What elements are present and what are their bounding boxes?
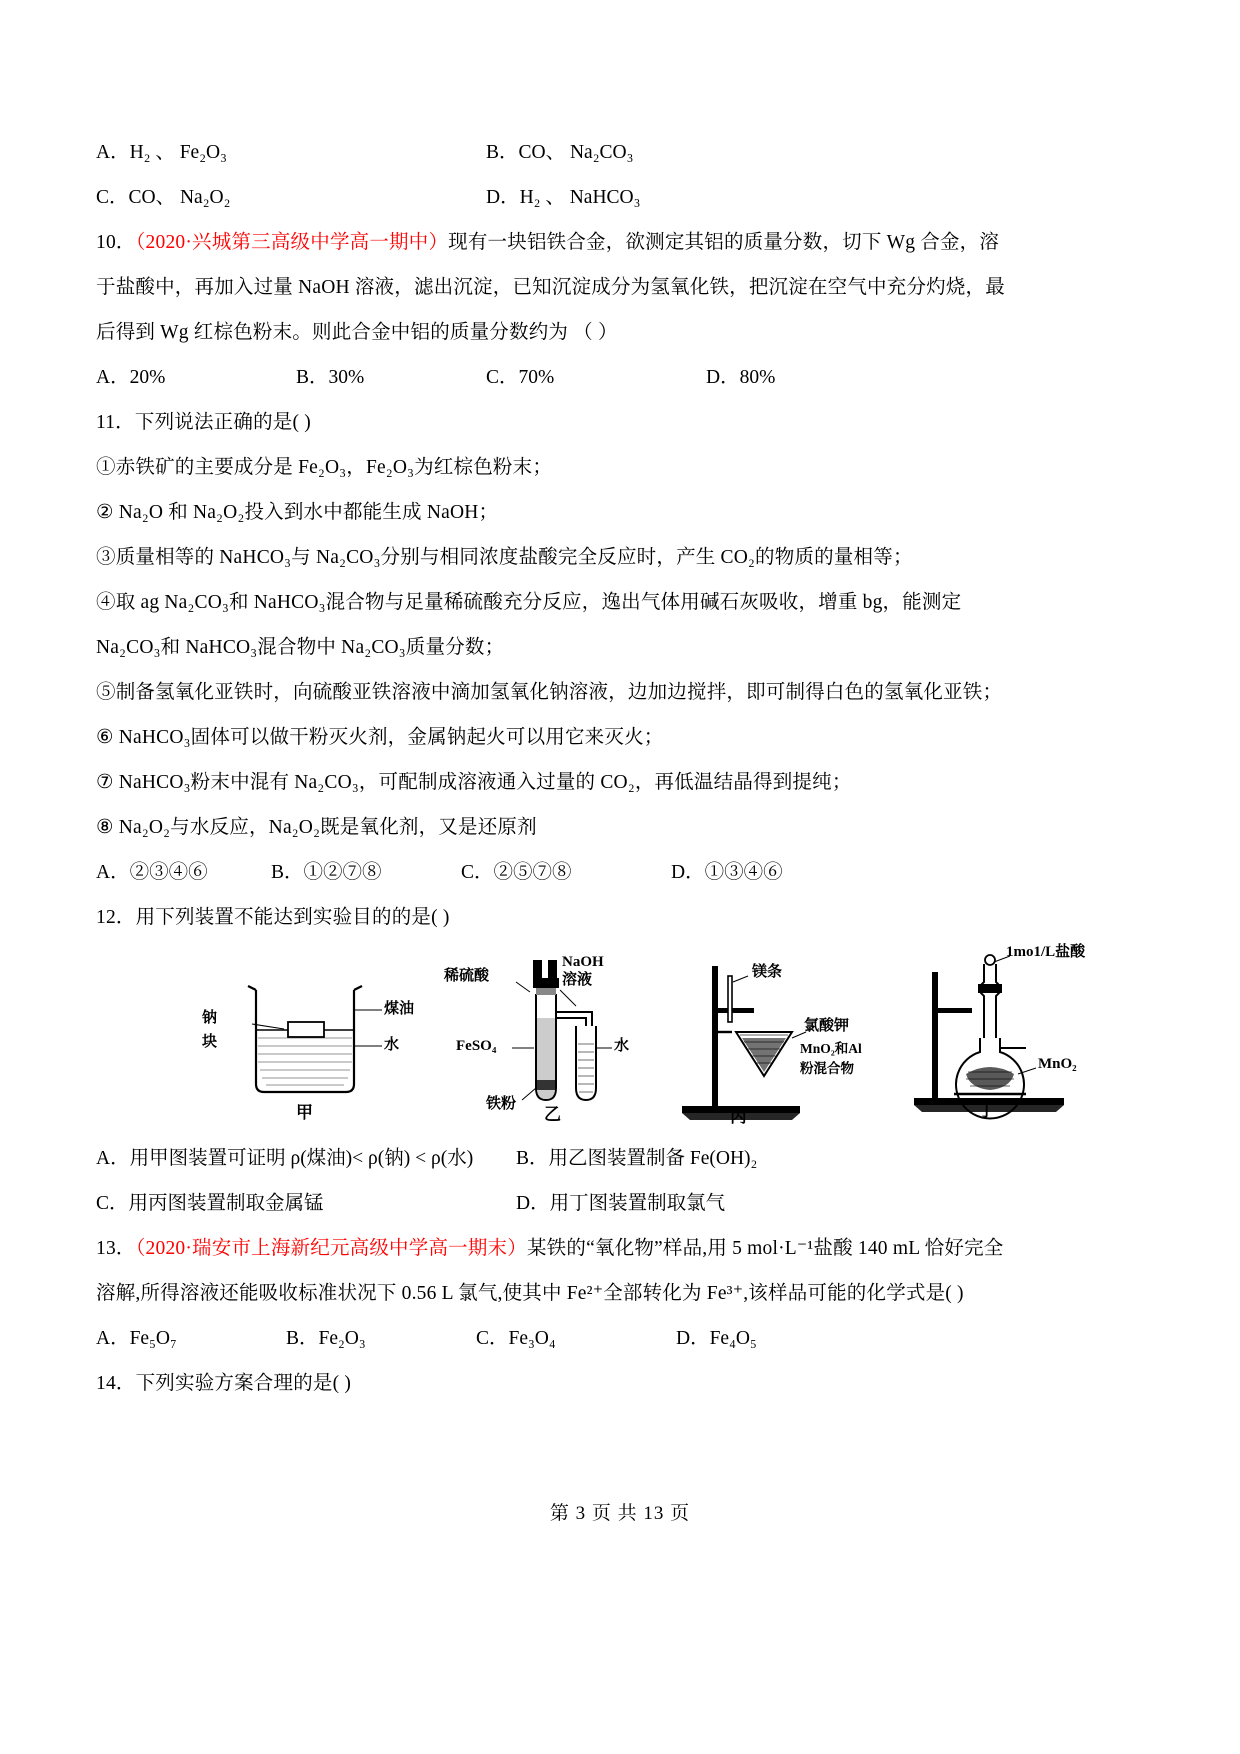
jia-label-water: 水 xyxy=(384,1037,400,1053)
question-10-body-1: 现有一块铝铁合金，欲测定其铝的质量分数，切下 Wg 合金，溶 xyxy=(448,232,1000,253)
yi-caption: 乙 xyxy=(544,1105,561,1124)
question-11-statement-1: ①赤铁矿的主要成分是 Fe₂O₃，Fe₂O₃为红棕色粉末； xyxy=(96,457,553,478)
yi-label-water: 水 xyxy=(614,1038,630,1054)
question-10-stem-line-1 xyxy=(96,220,1148,265)
option-a[interactable]: A．用甲图装置可证明 ρ(煤油)< ρ(钠) < ρ(水) xyxy=(96,1148,474,1169)
bing-label-powder-mixture: 粉混合物 xyxy=(800,1061,854,1076)
question-13-number: 13． xyxy=(96,1238,136,1259)
question-13-stem-line-1 xyxy=(96,1226,1148,1271)
bing-label-magnesium-ribbon: 镁条 xyxy=(752,964,783,980)
apparatus-yi xyxy=(436,948,686,1130)
question-13-source: （2020·瑞安市上海新纪元高级中学高一期末） xyxy=(135,1238,527,1259)
question-11-statement-2: ② Na₂O 和 Na₂O₂投入到水中都能生成 NaOH； xyxy=(96,502,499,523)
bing-label-mno2-al: MnO₂和Al xyxy=(800,1041,862,1056)
question-11-statement-4-cont: Na₂CO₃和 NaHCO₃混合物中 Na₂CO₃质量分数； xyxy=(96,637,505,658)
option-d[interactable]: D．用丁图装置制取氯气 xyxy=(516,1193,726,1214)
question-14-stem: 14．下列实验方案合理的是( ) xyxy=(96,1373,352,1394)
apparatus-ding xyxy=(906,944,1136,1130)
yi-label-naoh-line2: 溶液 xyxy=(562,972,593,988)
question-11-statement-6: ⑥ NaHCO₃固体可以做干粉灭火剂，金属钠起火可以用它来灭火； xyxy=(96,727,664,748)
bing-caption: 丙 xyxy=(730,1107,747,1126)
question-11-options-row xyxy=(96,850,1148,895)
bing-label-potassium-chlorate: 氯酸钾 xyxy=(804,1018,850,1034)
question-13-body-1: 某铁的“氧化物”样品,用 5 mol·L⁻¹盐酸 140 mL 恰好完全 xyxy=(526,1238,1004,1259)
option-d[interactable]: D．H₂ 、 NaHCO₃ xyxy=(486,187,641,208)
page-footer: 第 3 页 共 13 页 xyxy=(549,1503,691,1524)
option-b[interactable]: B．用乙图装置制备 Fe(OH)₂ xyxy=(516,1148,758,1169)
ding-label-mno2: MnO₂ xyxy=(1038,1056,1077,1072)
question-12-stem: 12．用下列装置不能达到实验目的的是( ) xyxy=(96,907,450,928)
question-11-statement-5: ⑤制备氢氧化亚铁时，向硫酸亚铁溶液中滴加氢氧化钠溶液，边加边搅拌，即可制得白色的氢氧化亚铁； xyxy=(96,682,1003,703)
option-d[interactable]: D．①③④⑥ xyxy=(671,862,783,883)
question-10-number: 10． xyxy=(96,232,136,253)
option-a[interactable]: A．H₂ 、 Fe₂O₃ xyxy=(96,142,227,163)
question-12-options-row-1 xyxy=(96,1136,1148,1181)
question-13-stem-line-2: 溶解,所得溶液还能吸收标准状况下 0.56 L 氯气,使其中 Fe²⁺全部转化为 Fe³⁺,该样品可能的化学式是( ) xyxy=(96,1283,964,1304)
option-c[interactable]: C．②⑤⑦⑧ xyxy=(461,862,572,883)
yi-label-naoh-line1: NaOH xyxy=(562,954,604,970)
question-11-stem: 11．下列说法正确的是( ) xyxy=(96,412,311,433)
option-b[interactable]: B．①②⑦⑧ xyxy=(271,862,382,883)
question-11-statement-8: ⑧ Na₂O₂与水反应，Na₂O₂既是氧化剂，又是还原剂 xyxy=(96,817,537,838)
ding-caption: 丁 xyxy=(978,1101,995,1120)
option-c[interactable]: C．用丙图装置制取金属锰 xyxy=(96,1193,324,1214)
question-11-statement-7: ⑦ NaHCO₃粉末中混有 Na₂CO₃，可配制成溶液通入过量的 CO₂，再低温结晶得到提纯； xyxy=(96,772,852,793)
question-12-options-row-2 xyxy=(96,1181,1148,1226)
apparatus-jia xyxy=(196,974,426,1124)
option-a[interactable]: A．②③④⑥ xyxy=(96,862,208,883)
option-c[interactable]: C．CO、 Na₂O₂ xyxy=(96,187,231,208)
option-d[interactable]: D．Fe₄O₅ xyxy=(676,1328,757,1349)
option-b[interactable]: B．CO、 Na₂CO₃ xyxy=(486,142,634,163)
yi-label-feso4: FeSO₄ xyxy=(456,1038,497,1054)
jia-label-kerosene: 煤油 xyxy=(384,1001,415,1017)
jia-label-sodium-2: 块 xyxy=(202,1034,218,1050)
option-b[interactable]: B．30% xyxy=(296,367,365,388)
question-9-options-row-2 xyxy=(96,175,1148,220)
apparatus-bing xyxy=(666,956,896,1130)
question-9-options-row-1 xyxy=(96,130,1148,175)
jia-caption: 甲 xyxy=(296,1103,313,1122)
option-c[interactable]: C．Fe₃O₄ xyxy=(476,1328,556,1349)
option-a[interactable]: A．20% xyxy=(96,367,166,388)
yi-label-dilute-sulfuric-acid: 稀硫酸 xyxy=(444,968,490,984)
question-10-source: （2020·兴城第三高级中学高一期中） xyxy=(135,232,449,253)
option-b[interactable]: B．Fe₂O₃ xyxy=(286,1328,366,1349)
option-a[interactable]: A．Fe₅O₇ xyxy=(96,1328,177,1349)
question-10-stem-line-2: 于盐酸中，再加入过量 NaOH 溶液，滤出沉淀，已知沉淀成分为氢氧化铁，把沉淀在空气中充分灼烧，最 xyxy=(96,277,1005,298)
question-10-stem-line-3: 后得到 Wg 红棕色粉末。则此合金中铝的质量分数约为 （ ） xyxy=(96,322,618,343)
option-d[interactable]: D．80% xyxy=(706,367,776,388)
question-10-options-row xyxy=(96,355,1148,400)
question-13-options-row xyxy=(96,1316,1148,1361)
option-c[interactable]: C．70% xyxy=(486,367,555,388)
ding-label-hydrochloric-acid: 1mo1/L盐酸 xyxy=(1006,944,1086,960)
yi-label-iron-powder: 铁粉 xyxy=(486,1096,517,1112)
question-11-statement-3: ③质量相等的 NaHCO₃与 Na₂CO₃分别与相同浓度盐酸完全反应时，产生 CO₂的物质的量相等； xyxy=(96,547,913,568)
jia-label-sodium-1: 钠 xyxy=(202,1010,218,1026)
question-11-statement-4: ④取 ag Na₂CO₃和 NaHCO₃混合物与足量稀硫酸充分反应，逸出气体用碱石灰吸收，增重 bg，能测定 xyxy=(96,592,962,613)
question-12-apparatus-figure xyxy=(96,944,1146,1130)
